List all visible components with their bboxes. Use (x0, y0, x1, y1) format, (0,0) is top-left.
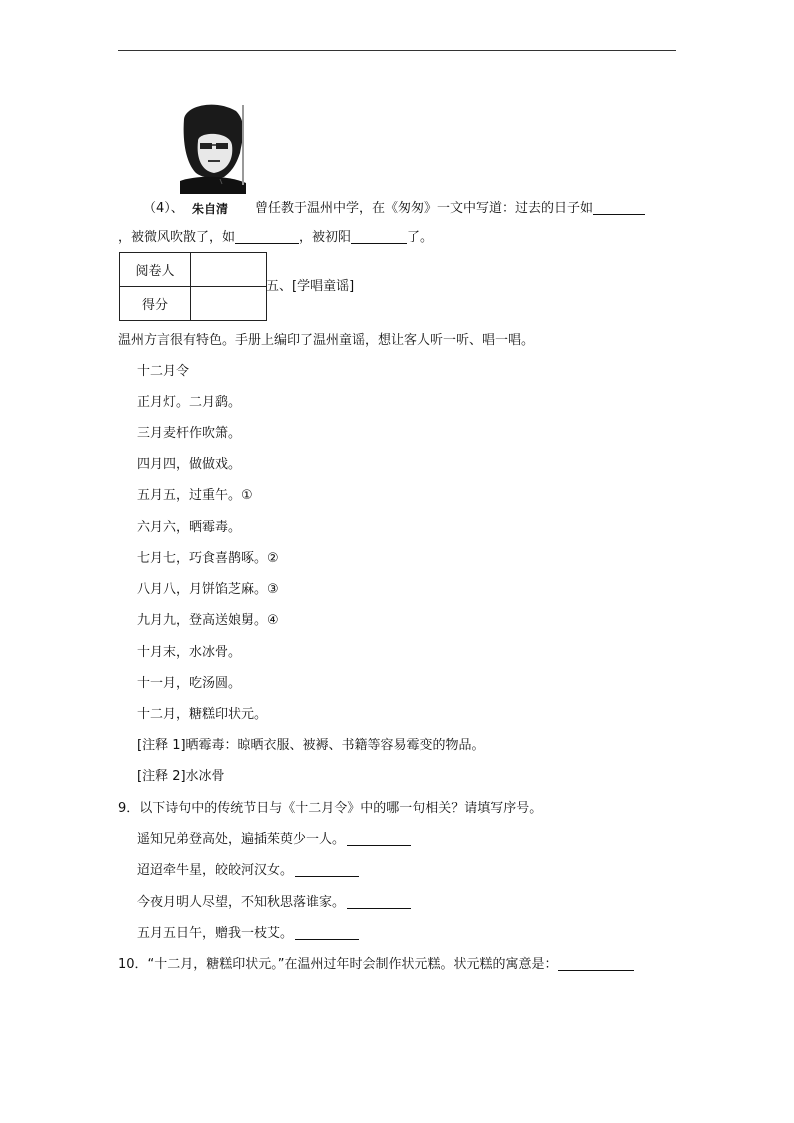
score-label: 得分 (120, 287, 191, 321)
rhyme-line: 三月麦杆作吹箫。 (137, 426, 242, 441)
question-4-text-2: ，被微风吹散了，如 (118, 230, 236, 245)
answer-blank-q9-1[interactable] (347, 832, 411, 846)
question-4-text-3: ，被初阳 (299, 230, 352, 245)
question-4-line1 (255, 200, 645, 218)
answer-blank-q10[interactable] (558, 957, 634, 971)
question-9-item (137, 894, 411, 912)
reviewer-box[interactable] (191, 253, 267, 287)
answer-blank-q9-3[interactable] (347, 895, 411, 909)
answer-blank-2[interactable] (235, 230, 299, 244)
rhyme-line: 十一月，吃汤圆。 (137, 676, 242, 691)
question-9-item (137, 862, 359, 880)
question-9-item (137, 925, 359, 943)
author-portrait (176, 101, 248, 194)
poem-line: 今夜月明人尽望，不知秋思落谁家。 (137, 895, 346, 910)
rhyme-line: 七月七，巧食喜鹊啄。② (137, 551, 279, 566)
header-rule (118, 50, 676, 51)
rhyme-note: [注释 1]晒霉毒：晾晒衣服、被褥、书籍等容易霉变的物品。 (137, 738, 485, 753)
poem-line: 迢迢牵牛星，皎皎河汉女。 (137, 863, 294, 878)
question-9-item (137, 831, 411, 849)
rhyme-line: 六月六，晒霉毒。 (137, 520, 242, 535)
question-4-text-4: 了。 (407, 230, 434, 245)
rhyme-note: [注释 2]水冰骨 (137, 769, 225, 784)
section-five-title: 五、[学唱童谣] (266, 279, 355, 294)
poem-line: 五月五日午，赠我一枝艾。 (137, 926, 294, 941)
question-4-number: （4）、 (143, 201, 184, 216)
rhyme-line: 五月五，过重午。① (137, 488, 253, 503)
score-box[interactable] (191, 287, 267, 321)
rhyme-title: 十二月令 (137, 364, 190, 379)
reviewer-label: 阅卷人 (120, 253, 191, 287)
question-4-line2 (118, 229, 433, 247)
rhyme-line: 九月九，登高送娘舅。④ (137, 613, 279, 628)
question-4-text-1: 曾任教于温州中学，在《匆匆》一文中写道：过去的日子如 (255, 201, 594, 216)
rhyme-line: 八月八，月饼馅芝麻。③ (137, 582, 279, 597)
question-9-prompt: 9．以下诗句中的传统节日与《十二月令》中的哪一句相关？请填写序号。 (118, 801, 543, 816)
rhyme-line: 十月末，水冰骨。 (137, 645, 242, 660)
rhyme-line: 四月四，做做戏。 (137, 457, 242, 472)
poem-line: 遥知兄弟登高处，遍插茱萸少一人。 (137, 832, 346, 847)
rhyme-line: 十二月，糖糕印状元。 (137, 707, 268, 722)
question-10-line (118, 956, 634, 974)
author-name-caption: 朱自清 (192, 202, 229, 216)
answer-blank-3[interactable] (351, 230, 407, 244)
answer-blank-q9-4[interactable] (295, 926, 359, 940)
answer-blank-q9-2[interactable] (295, 863, 359, 877)
question-10-prompt: 10．“十二月，糖糕印状元。”在温州过年时会制作状元糕。状元糕的寓意是： (118, 957, 558, 972)
section-intro: 温州方言很有特色。手册上编印了温州童谣，想让客人听一听、唱一唱。 (118, 333, 535, 348)
rhyme-line: 正月灯。二月鹞。 (137, 395, 242, 410)
answer-blank-1[interactable] (593, 201, 645, 215)
grader-table (119, 252, 267, 321)
